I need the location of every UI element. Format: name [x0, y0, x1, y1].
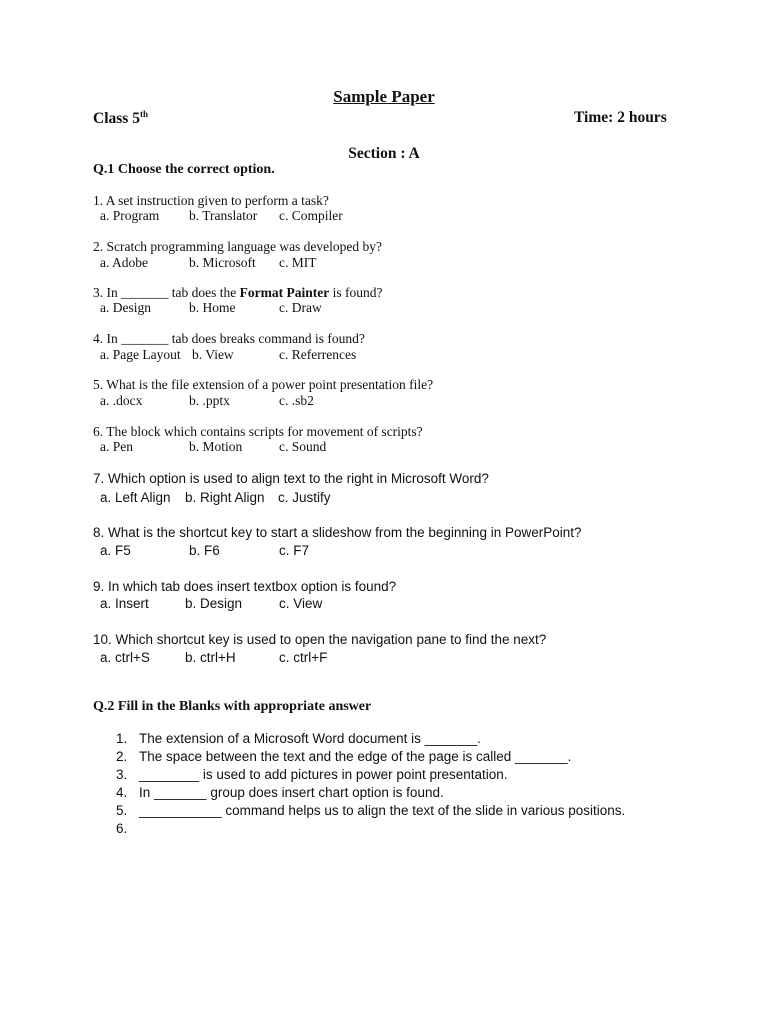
option-b: b. Design: [185, 596, 243, 611]
fill-blank-item: [0, 767, 768, 785]
question-3: 3. In _______ tab does the Format Painter is found?: [93, 285, 383, 300]
option-b: b. Microsoft: [189, 255, 256, 270]
item-text: The extension of a Microsoft Word document is _______.: [139, 731, 481, 746]
option-a: a. Page Layout: [100, 347, 181, 362]
question-5: 5. What is the file extension of a power point presentation file?: [93, 377, 434, 392]
fill-blank-item: [0, 785, 768, 803]
option-c: c. MIT: [279, 255, 317, 270]
option-b: b. Motion: [189, 439, 243, 454]
item-number: 5.: [116, 803, 128, 818]
option-b: b. F6: [189, 543, 220, 558]
item-number: 4.: [116, 785, 128, 800]
option-c: c. View: [279, 596, 323, 611]
question-10: 10. Which shortcut key is used to open the navigation pane to find the next?: [93, 632, 547, 647]
option-a: a. Adobe: [100, 255, 148, 270]
fill-blank-item: [0, 821, 768, 839]
question-6: 6. The block which contains scripts for movement of scripts?: [93, 424, 423, 439]
option-c: c. F7: [279, 543, 310, 558]
question-4: 4. In _______ tab does breaks command is found?: [93, 331, 365, 346]
option-a: a. Insert: [100, 596, 149, 611]
option-a: a. ctrl+S: [100, 650, 150, 665]
option-b: b. View: [192, 347, 234, 362]
item-number: 1.: [116, 731, 128, 746]
option-c: c. Draw: [279, 300, 322, 315]
question-9: 9. In which tab does insert textbox option is found?: [93, 579, 397, 594]
item-number: 3.: [116, 767, 128, 782]
option-a: a. Design: [100, 300, 151, 315]
fill-blank-item: [0, 731, 768, 749]
q2-heading: Q.2 Fill in the Blanks with appropriate answer: [93, 699, 372, 714]
class-superscript: th: [139, 109, 148, 119]
item-number: 2.: [116, 749, 128, 764]
time-label: Time: 2 hours: [574, 109, 667, 126]
option-b: b. .pptx: [189, 393, 230, 408]
paper-title: Sample Paper: [333, 87, 435, 106]
option-a: a. Left Align: [100, 490, 171, 505]
q1-heading: Q.1 Choose the correct option.: [93, 162, 275, 177]
option-a: a. Pen: [100, 439, 133, 454]
item-number: 6.: [116, 821, 128, 836]
option-a: a. .docx: [100, 393, 143, 408]
fill-blank-item: [0, 803, 768, 821]
option-c: c. .sb2: [279, 393, 314, 408]
option-b: b. Home: [189, 300, 236, 315]
option-b: b. Translator: [189, 208, 258, 223]
option-c: c. Sound: [279, 439, 327, 454]
fill-blank-item: [0, 749, 768, 767]
class-label: Class 5th: [93, 109, 148, 128]
option-c: c. ctrl+F: [279, 650, 328, 665]
option-c: c. Justify: [278, 490, 331, 505]
format-painter-bold: Format Painter: [239, 285, 330, 300]
option-c: c. Compiler: [279, 208, 343, 223]
item-text: ___________ command helps us to align the text of the slide in various positions.: [139, 803, 626, 818]
question-1: 1. A set instruction given to perform a task?: [93, 193, 329, 208]
option-b: b. ctrl+H: [185, 650, 236, 665]
option-a: a. Program: [100, 208, 160, 223]
question-2: 2. Scratch programming language was developed by?: [93, 239, 383, 254]
question-7: 7. Which option is used to align text to the right in Microsoft Word?: [93, 471, 489, 486]
option-b: b. Right Align: [185, 490, 265, 505]
item-text: The space between the text and the edge of the page is called _______.: [139, 749, 572, 764]
item-text: ________ is used to add pictures in power point presentation.: [139, 767, 508, 782]
item-text: In _______ group does insert chart option is found.: [139, 785, 444, 800]
question-8: 8. What is the shortcut key to start a slideshow from the beginning in PowerPoint?: [93, 525, 582, 540]
option-c: c. Referrences: [279, 347, 357, 362]
fill-blank-list: [0, 731, 768, 841]
option-a: a. F5: [100, 543, 131, 558]
section-heading: Section : A: [348, 145, 420, 162]
